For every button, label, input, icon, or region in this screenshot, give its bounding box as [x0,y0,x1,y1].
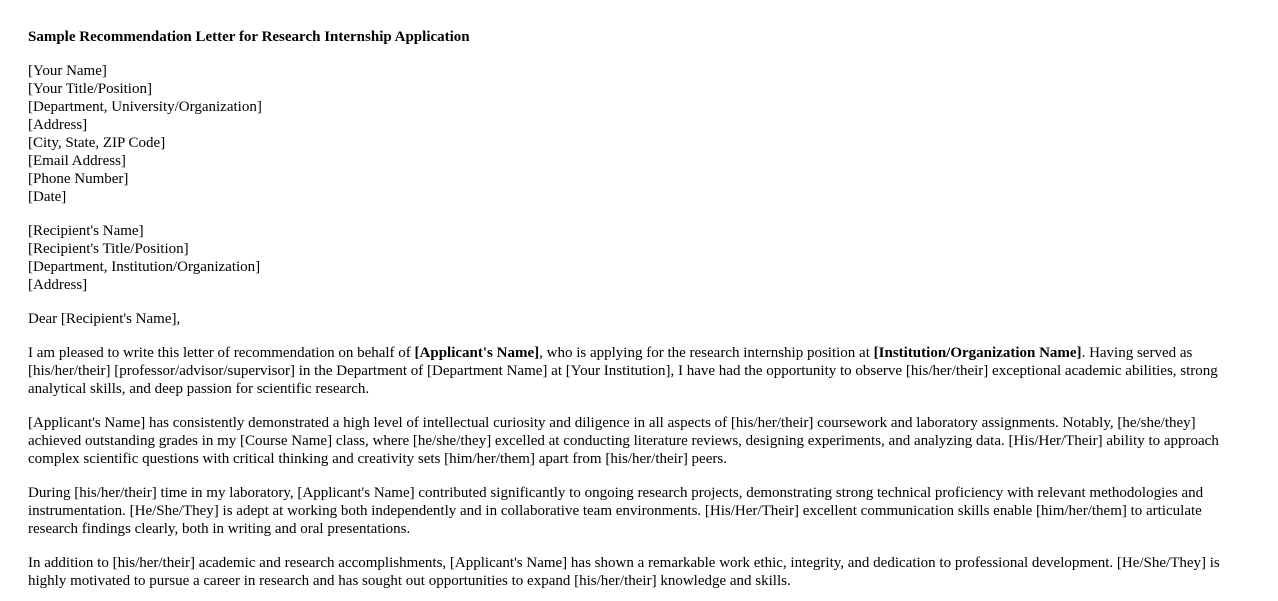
sender-date: [Date] [28,189,67,205]
sender-city: [City, State, ZIP Code] [28,135,166,151]
paragraph-academics: [Applicant's Name] has consistently demonstrated a high level of intellectual curiosity and diligence in all aspects of [his/her/their] coursework and laboratory assignments. Notably, [he/she/they] achieved outstanding grades in my [Course Name] class, where [he/she/they] excelled at conducting literature reviews, designing experiments, and analyzing data. [His/Her/Their] ability to approach complex scientific questions with critical thinking and creativity sets [him/her/them] apart from [his/her/their] peers. [28,415,1219,467]
sender-title: [Your Title/Position] [28,81,152,97]
salutation: Dear [Recipient's Name], [28,311,181,327]
paragraph-intro [28,344,1238,398]
recipient-name: [Recipient's Name] [28,223,144,239]
recipient-title: [Recipient's Title/Position] [28,241,189,257]
recipient-block [28,222,1238,294]
recipient-address: [Address] [28,277,88,293]
paragraph-intro-text-3: . Having served as [his/her/their] [professor/advisor/supervisor] in the Department of [Department Name] at [Your Institution], I have had the opportunity to observe [his/her/their] exceptional academic abilities, strong analytical skills, and deep passion for scientific research. [28,345,1218,397]
sender-email: [Email Address] [28,153,126,169]
paragraph-laboratory: During [his/her/their] time in my laboratory, [Applicant's Name] contributed significantly to ongoing research projects, demonstrating strong technical proficiency with relevant methodologies and instrumentation. [He/She/They] is adept at working both independently and in collaborative team environments. [His/Her/Their] excellent communication skills enable [him/her/them] to articulate research findings clearly, both in writing and oral presentations. [28,485,1204,537]
paragraph-work-ethic: In addition to [his/her/their] academic and research accomplishments, [Applicant's Name] has shown a remarkable work ethic, integrity, and dedication to professional development. [He/She/They] is highly motivated to pursue a career in research and has sought out opportunities to expand [his/her/their] knowledge and skills. [28,555,1220,589]
sender-address: [Address] [28,117,88,133]
recipient-department: [Department, Institution/Organization] [28,259,261,275]
sender-name: [Your Name] [28,63,107,79]
paragraph-intro-text-2: , who is applying for the research internship position at [539,345,874,361]
applicant-name-bold: [Applicant's Name] [414,345,540,361]
paragraph-intro-text-1: I am pleased to write this letter of recommendation on behalf of [28,345,415,361]
sender-block [28,62,1238,206]
document-title: Sample Recommendation Letter for Research Internship Application [28,29,470,45]
sender-phone: [Phone Number] [28,171,129,187]
sender-department: [Department, University/Organization] [28,99,262,115]
institution-name-bold: [Institution/Organization Name] [873,345,1082,361]
